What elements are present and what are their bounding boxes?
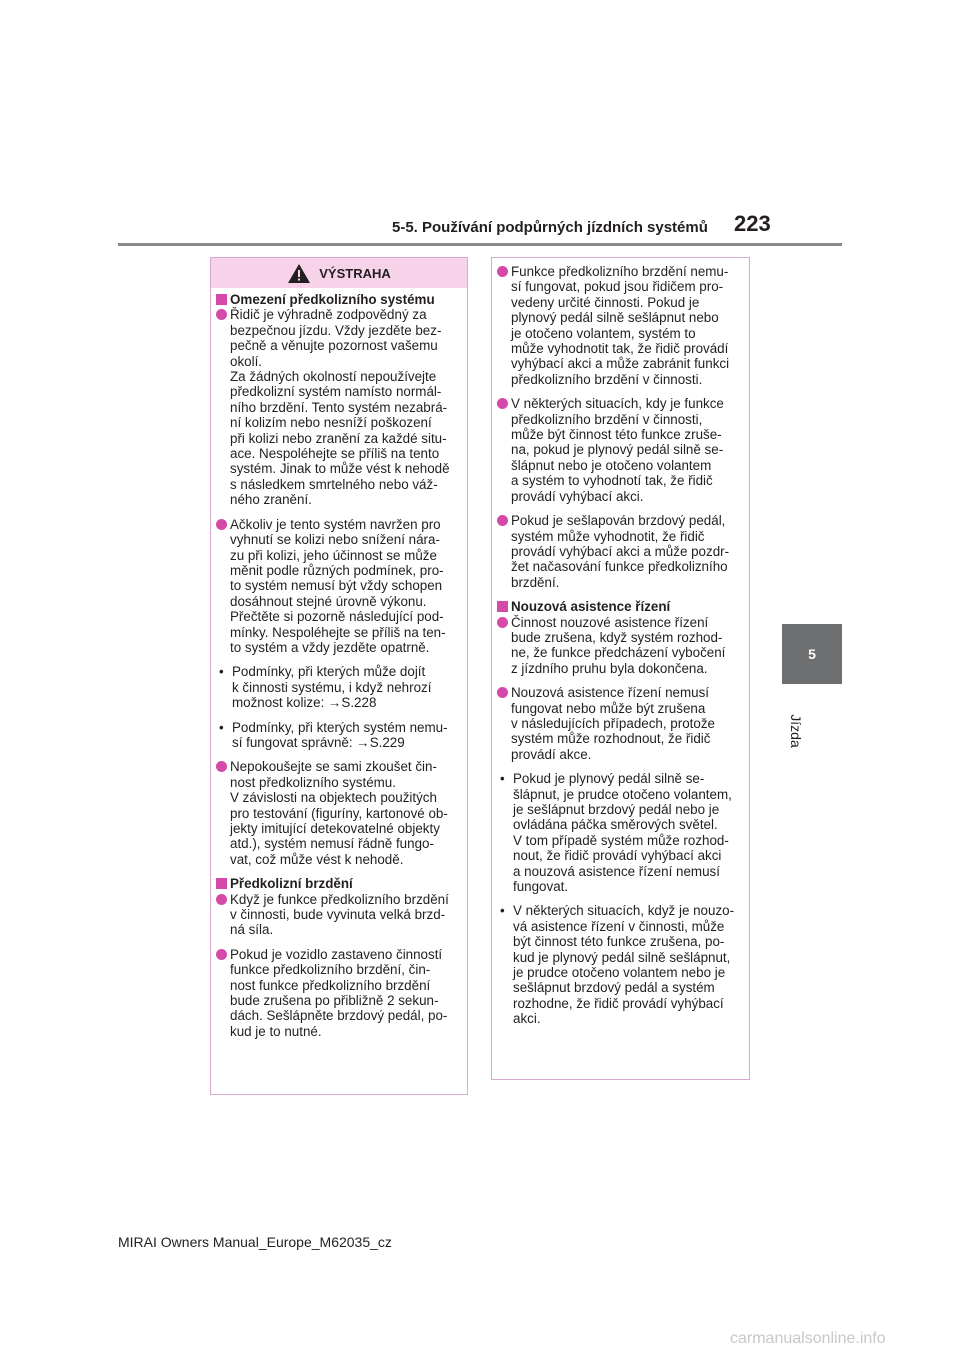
watermark: carmanualsonline.info (730, 1330, 886, 1347)
right-column-content (492, 258, 749, 1027)
circle-bullet-icon (497, 515, 508, 526)
list-item (216, 892, 463, 938)
bullet-dot-icon: • (219, 664, 224, 680)
item-text: Pokud je plynový pedál silně se- šlápnut, je prudce otočeno volantem, je sešlápnut brzdový pedál nebo je ovládána páčka směrových světel. V tom případě systém může rozhod- nout, že řidič provádí vyhýbací akci a nouzová asistence řízení nemusí fungovat. (513, 771, 732, 895)
item-text: Nouzová asistence řízení (511, 599, 671, 615)
list-item (497, 685, 745, 762)
chapter-tab: 5 (782, 624, 842, 684)
circle-bullet-icon (216, 519, 227, 530)
item-text: Když je funkce předkolizního brzdění v činnosti, bude vyvinuta velká brzd- ná síla. (230, 891, 449, 938)
circle-bullet-icon (216, 761, 227, 772)
item-text: V některých situacích, když je nouzo- vá asistence řízení v činnosti, může být činnost této funkce zrušena, po- kud je plynový pedál silně sešlápnut, je prudce otočeno volantem nebo je sešlápnut brzdový pedál a systém rozhodne, že řidič provádí vyhýbací akci. (513, 903, 735, 1027)
left-column-content (211, 288, 467, 1039)
bullet-item (216, 720, 463, 751)
warning-box-left (210, 257, 468, 1095)
bullet-item (497, 903, 745, 1026)
item-text: Činnost nouzové asistence řízení bude zrušena, když systém rozhod- ne, že funkce předcházení vybočení z jízdního pruhu byla dokončena. (511, 614, 726, 676)
item-text: Pokud je vozidlo zastaveno činností funkce předkolizního brzdění, čin- nost funkce předkolizního brzdění bude zrušena po přibližně 2 sekun- dách. Sešlápněte brzdový pedál, po- kud je to nutné. (230, 946, 448, 1039)
item-text: Ačkoliv je tento systém navržen pro vyhnutí se kolizi nebo snížení nára- zu při kolizi, jeho účinnost se může měnit podle různých podmínek, pro- to systém nemusí být vždy schopen dosáhnout stejné úrovně výkonu. Přečtěte si pozorně následující pod- mínky. Nespoléhejte se příliš na ten- to systém a vždy jezděte opatrně. (230, 516, 446, 655)
page-number: 223 (734, 211, 771, 236)
list-item (216, 517, 463, 656)
header-rule (118, 243, 842, 246)
warning-title: VÝSTRAHA (319, 265, 391, 281)
bullet-dot-icon: • (500, 771, 505, 787)
item-text: Podmínky, při kterých systém nemu- sí fungovat správně: →S.229 (232, 719, 448, 750)
warning-header (211, 258, 467, 288)
circle-bullet-icon (497, 687, 508, 698)
bullet-dot-icon: • (500, 903, 505, 919)
section-title: 5-5. Používání podpůrných jízdních systémů (392, 219, 708, 236)
chapter-label: Jízda (788, 714, 804, 748)
subheading (216, 876, 463, 891)
list-item (497, 396, 745, 504)
footer-text: MIRAI Owners Manual_Europe_M62035_cz (118, 1234, 392, 1250)
circle-bullet-icon (497, 266, 508, 277)
item-text: Pokud je sešlapován brzdový pedál, systém může vyhodnotit, že řidič provádí vyhýbací akci a může pozdr- žet načasování funkce předkolizního brzdění. (511, 513, 730, 590)
bullet-item (497, 771, 745, 894)
circle-bullet-icon (216, 309, 227, 320)
subheading (497, 599, 745, 614)
square-bullet-icon (497, 601, 508, 612)
bullet-item (216, 664, 463, 710)
item-text: Řidič je výhradně zodpovědný za bezpečnou jízdu. Vždy jezděte bez- pečně a věnujte pozornost vašemu okolí. Za žádných okolností nepoužívejte předkolizní systém namísto normál- ního brzdění. Tento systém nezabrá- ní kolizím nebo nesníží poškození při kolizi nebo zranění za každé situ- ace. Nespoléhejte se příliš na tento systém. Jinak to může vést k nehodě s následkem smrtelného nebo váž- ného zranění. (230, 307, 450, 508)
item-text: Předkolizní brzdění (230, 876, 353, 892)
warning-box-right (491, 257, 750, 1080)
list-item (497, 264, 745, 387)
item-text: V některých situacích, kdy je funkce předkolizního brzdění v činnosti, může být činnost této funkce zruše- na, pokud je plynový pedál silně se- šlápnut nebo je otočeno volantem a systém to vyhodnotí tak, že řidič provádí vyhýbací akci. (511, 396, 724, 504)
circle-bullet-icon (497, 617, 508, 628)
bullet-dot-icon: • (219, 719, 224, 735)
circle-bullet-icon (497, 398, 508, 409)
item-text: Nouzová asistence řízení nemusí fungovat nebo může být zrušena v následujících případech, protože systém může rozhodnout, že řidič provádí akce. (511, 685, 715, 762)
warning-triangle-icon (287, 263, 311, 284)
list-item (216, 947, 463, 1039)
list-item (497, 513, 745, 590)
circle-bullet-icon (216, 949, 227, 960)
square-bullet-icon (216, 294, 227, 305)
subheading (216, 292, 463, 307)
list-item (497, 615, 745, 677)
item-text: Funkce předkolizního brzdění nemu- sí fungovat, pokud jsou řidičem pro- vedeny určité činnosti. Pokud je plynový pedál silně sešlápnut nebo je otočeno volantem, systém to může vyhodnotit tak, že řidič provádí vyhýbací akci a může zabránit funkci předkolizního brzdění v činnosti. (511, 264, 730, 387)
square-bullet-icon (216, 878, 227, 889)
list-item (216, 759, 463, 867)
list-item (216, 307, 463, 507)
item-text: Podmínky, při kterých může dojít k činnosti systému, i když nehrozí možnost kolize: →S.228 (232, 664, 432, 711)
circle-bullet-icon (216, 894, 227, 905)
item-text: Nepokoušejte se sami zkoušet čin- nost předkolizního systému. V závislosti na objektech použitých pro testování (figuríny, kartonové ob- jekty imitující detekovatelné objekty atd.), systém nemusí řádně fungo- vat, což může vést k nehodě. (230, 759, 448, 867)
item-text: Omezení předkolizního systému (230, 292, 435, 307)
